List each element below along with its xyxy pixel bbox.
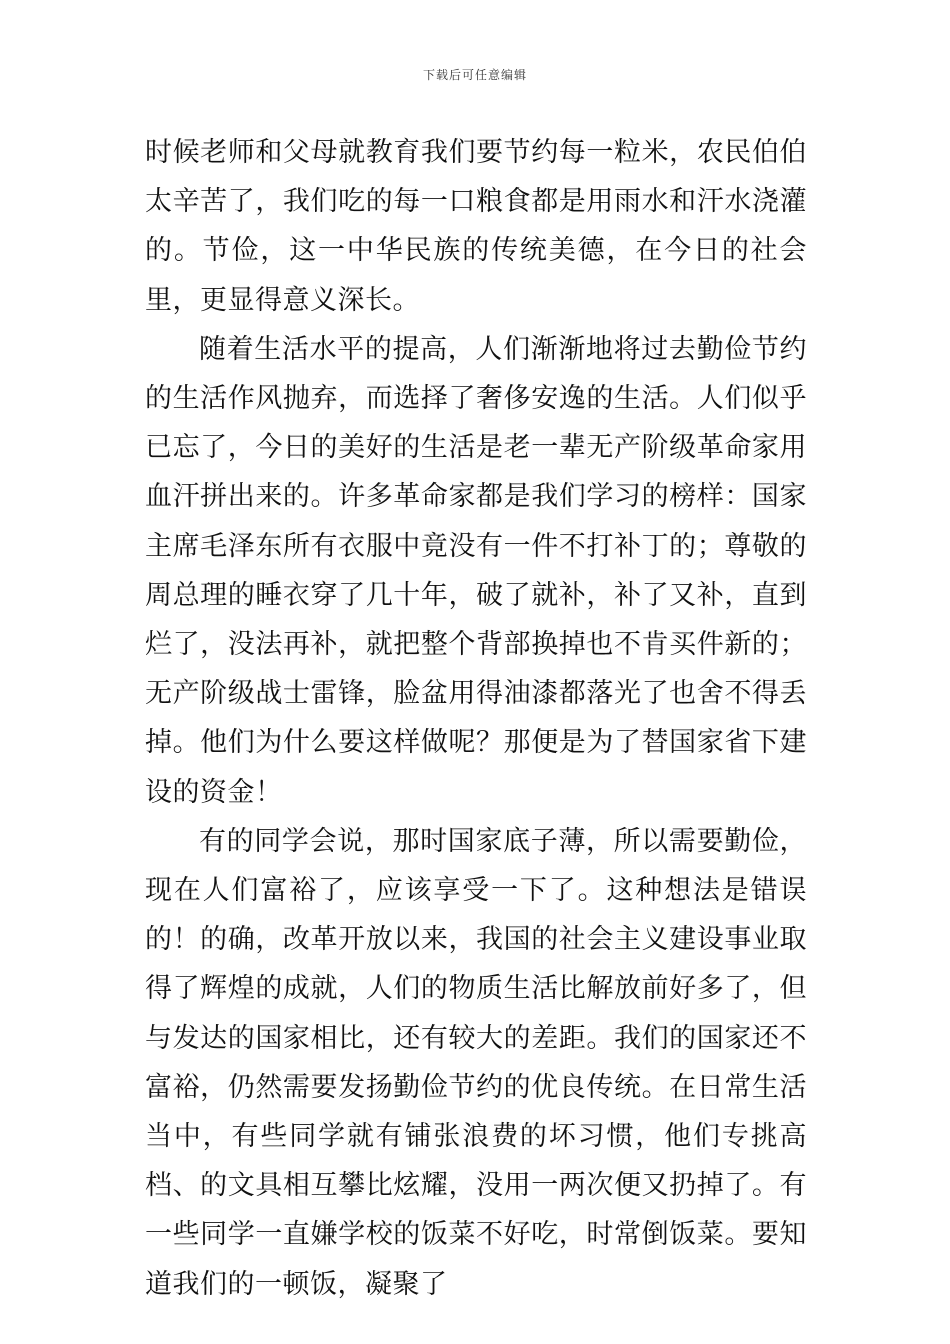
paragraph-1: 时候老师和父母就教育我们要节约每一粒米，农民伯伯太辛苦了，我们吃的每一口粮食都是用雨水和汗水浇灌的。节俭，这一中华民族的传统美德，在今日的社会里，更显得意义深长。 — [145, 137, 807, 316]
paragraph-3: 有的同学会说，那时国家底子薄，所以需要勤俭，现在人们富裕了，应该享受一下了。这种想法是错误的！的确，改革开放以来，我国的社会主义建设事业取得了辉煌的成就，人们的物质生活比解放前好多了，但与发达的国家相比，还有较大的差距。我们的国家还不富裕，仍然需要发扬勤俭节约的优良传统。在日常生活当中，有些同学就有铺张浪费的坏习惯，他们专挑高档、的文具相互攀比炫耀，没用一两次便又扔掉了。有一些同学一直嫌学校的饭菜不好吃，时常倒饭菜。要知道我们的一顿饭，凝聚了 — [145, 825, 807, 1300]
document-body — [145, 128, 807, 1309]
paragraph-2: 随着生活水平的提高，人们渐渐地将过去勤俭节约的生活作风抛弃，而选择了奢侈安逸的生活。人们似乎已忘了，今日的美好的生活是老一辈无产阶级革命家用血汗拼出来的。许多革命家都是我们学习的榜样：国家主席毛泽东所有衣服中竟没有一件不打补丁的；尊敬的周总理的睡衣穿了几十年，破了就补，补了又补，直到烂了，没法再补，就把整个背部换掉也不肯买件新的；无产阶级战士雷锋，脸盆用得油漆都落光了也舍不得丢掉。他们为什么要这样做呢？那便是为了替国家省下建设的资金！ — [145, 333, 807, 808]
page-header: 下载后可任意编辑 — [422, 68, 527, 82]
